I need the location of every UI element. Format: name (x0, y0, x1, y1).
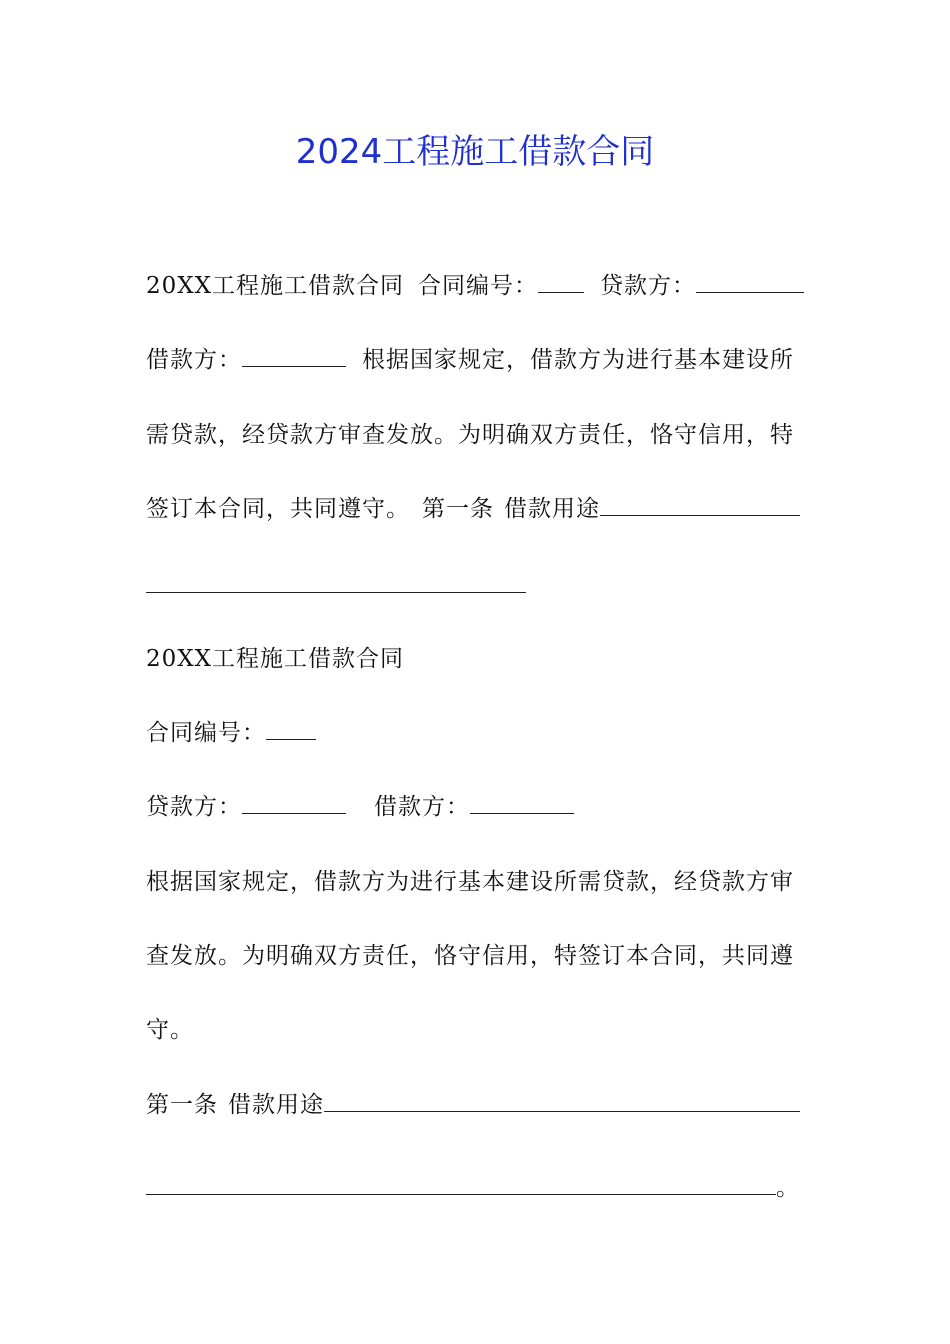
summary-text-4: 签订本合同，共同遵守。 (146, 496, 410, 522)
contract-number-blank (266, 717, 316, 740)
paragraph-line-1: 根据国家规定，借款方为进行基本建设所需贷款，经贷款方审 (146, 869, 794, 895)
article-1-line (146, 1087, 806, 1123)
summary-line-2 (146, 342, 806, 378)
summary-article-num: 第一条 (422, 496, 494, 522)
summary-lender-blank (696, 270, 804, 293)
paragraph-line-3: 守。 (146, 1017, 194, 1043)
borrower-label: 借款方： (374, 794, 470, 820)
article-1-end-mark: 。 (776, 1175, 800, 1201)
article-1-number: 第一条 (146, 1092, 218, 1118)
summary-article-title: 借款用途 (504, 496, 600, 522)
article-1-continuation (146, 1170, 806, 1206)
borrower-blank (470, 791, 574, 814)
contract-number-line (146, 715, 806, 751)
article-1-purpose-blank-continued (146, 1172, 776, 1195)
article-1-title: 借款用途 (228, 1092, 324, 1118)
article-1-purpose-blank (324, 1089, 800, 1112)
parties-line (146, 789, 806, 825)
summary-lender-label: 贷款方： (600, 273, 697, 299)
paragraph-line-2: 查发放。为明确双方责任，恪守信用，特签订本合同，共同遵 (146, 943, 794, 969)
summary-contract-no-label: 合同编号： (418, 273, 539, 299)
summary-borrower-label: 借款方： (146, 347, 242, 373)
lender-label: 贷款方： (146, 794, 242, 820)
summary-line-3: 需贷款，经贷款方审查发放。为明确双方责任，恪守信用，特 (146, 422, 794, 448)
summary-borrower-blank (242, 344, 346, 367)
summary-text-2: 根据国家规定，借款方为进行基本建设所 (362, 347, 794, 373)
document-title: 2024工程施工借款合同 (295, 132, 655, 172)
summary-line-1 (146, 268, 806, 304)
lender-blank (242, 791, 346, 814)
body-heading: 20XX工程施工借款合同 (146, 646, 405, 672)
summary-contract-name: 20XX工程施工借款合同 (146, 273, 405, 299)
summary-purpose-blank-continued (146, 592, 526, 593)
summary-contract-no-blank (538, 270, 584, 293)
contract-number-label: 合同编号： (146, 720, 266, 746)
summary-line-4 (146, 491, 806, 527)
summary-purpose-blank (600, 493, 800, 516)
